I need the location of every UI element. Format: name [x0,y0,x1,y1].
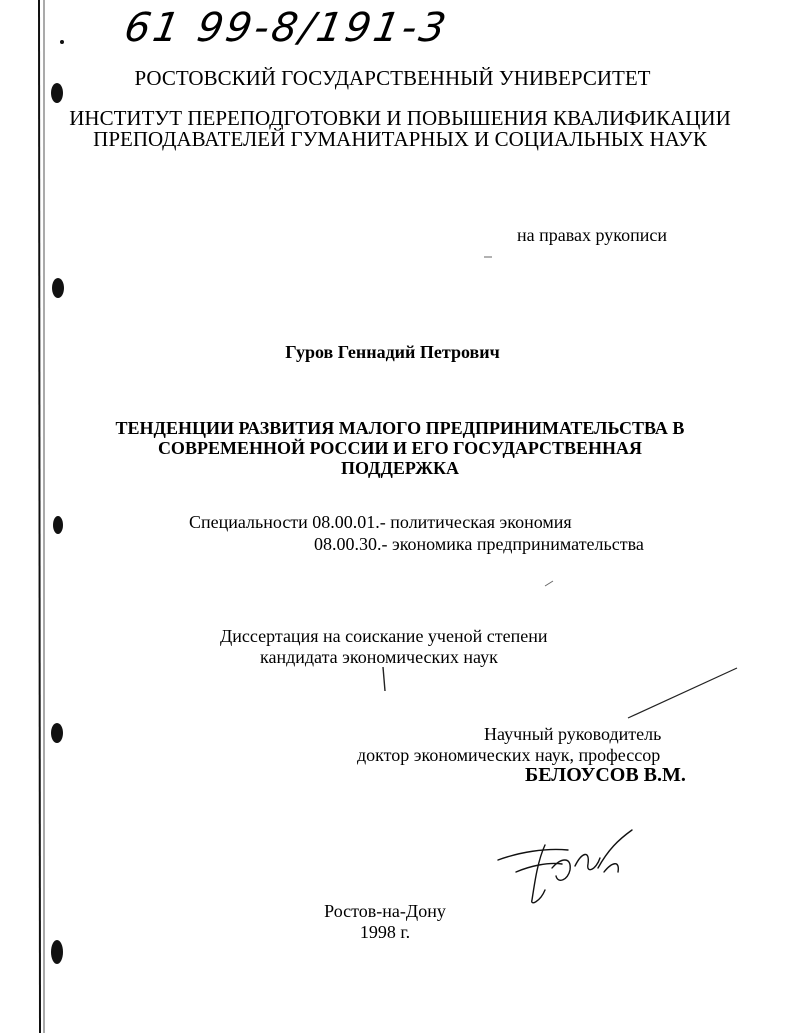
binding-edge-line [39,0,40,1033]
archive-number-handwritten: 61 99-8/191-3 [120,5,453,51]
dissertation-degree-line-1: Диссертация на соискание ученой степени [220,626,548,646]
stray-pen-stroke [545,581,553,586]
institute-name: ИНСТИТУТ ПЕРЕПОДГОТОВКИ И ПОВЫШЕНИЯ КВАЛИФИКАЦИИ ПРЕПОДАВАТЕЛЕЙ ГУМАНИТАРНЫХ И СОЦИАЛЬНЫХ НАУК [69,106,731,151]
author-name: Гуров Геннадий Петрович [285,342,500,362]
binding-hole-mark [51,723,63,743]
dust-speck [60,40,64,44]
publication-year: 1998 г. [359,922,411,942]
manuscript-rights-note: на правах рукописи [517,225,667,245]
supervisor-name: БЕЛОУСОВ В.М. [525,764,686,786]
specialty-line-2: 08.00.30.- экономика предпринимательства [314,534,644,554]
binding-hole-mark [52,278,64,298]
specialty-line-1: Специальности 08.00.01.- политическая экономия [189,512,572,532]
university-name: РОСТОВСКИЙ ГОСУДАРСТВЕННЫЙ УНИВЕРСИТЕТ [134,66,651,90]
place-of-publication: Ростов-на-Дону [324,901,446,921]
dissertation-degree-line-2: кандидата экономических наук [260,647,498,667]
supervisor-signature [498,830,632,903]
dissertation-title: ТЕНДЕНЦИИ РАЗВИТИЯ МАЛОГО ПРЕДПРИНИМАТЕЛЬСТВА В СОВРЕМЕННОЙ РОССИИ И ЕГО ГОСУДАРСТВЕННАЯ ПОДДЕРЖКА [115,418,685,478]
stray-pen-stroke [383,667,385,691]
binding-hole-mark [51,940,63,964]
stray-pen-stroke [628,668,737,718]
supervisor-role: Научный руководитель [484,724,662,744]
supervisor-degree: доктор экономических наук, профессор [357,745,661,765]
binding-hole-mark [53,516,63,534]
